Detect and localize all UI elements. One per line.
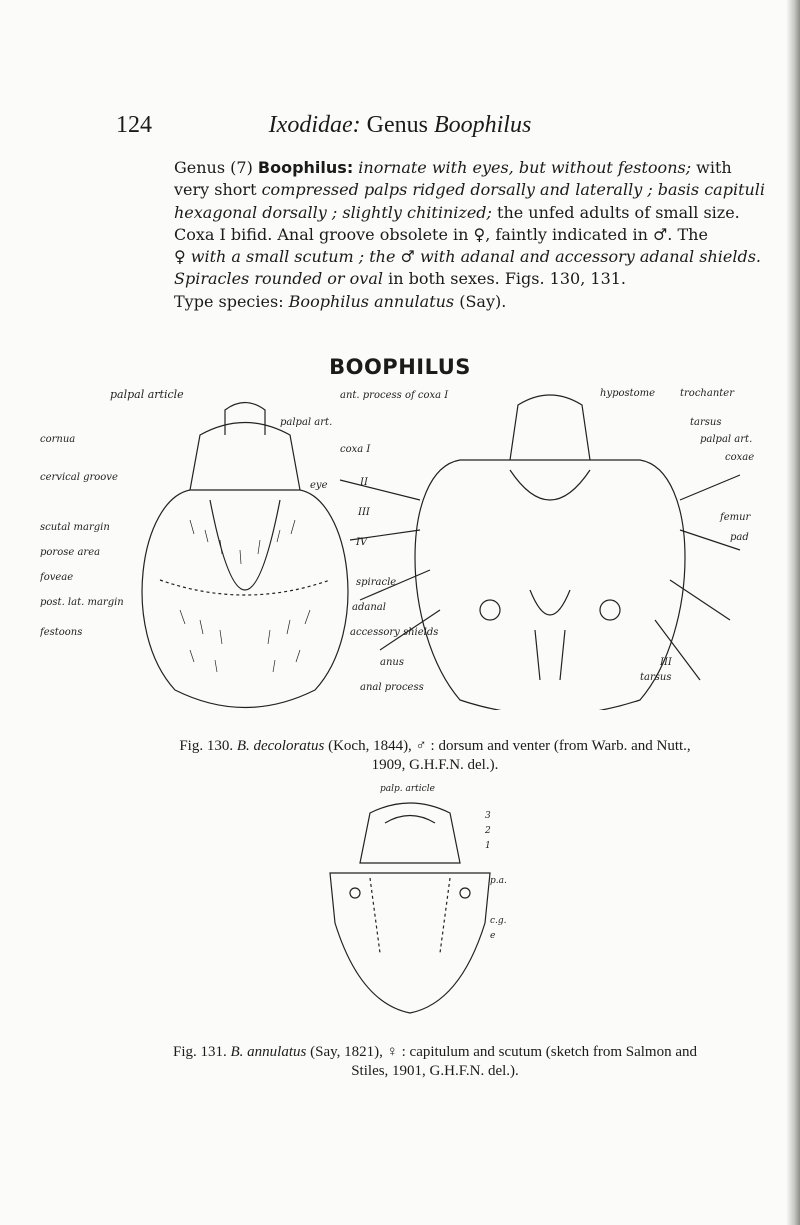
fig130-label: pad <box>730 532 749 543</box>
figure-130-caption: Fig. 130. B. decoloratus (Koch, 1844), ♂ : dorsum and venter (from Warb. and Nutt., 1909, G.H.F.N. del.). <box>179 738 691 773</box>
fig130-label: scutal margin <box>40 522 110 533</box>
figure-130-labels-mid <box>280 390 449 693</box>
page-number: 124 <box>116 112 152 138</box>
fig130-label: trochanter <box>680 388 734 399</box>
fig130-label: anus <box>380 657 404 668</box>
fig131-label: 3 <box>485 811 491 821</box>
fig131-label: 1 <box>485 841 491 851</box>
desc-line-3: hexagonal dorsally ; slightly chitinized; the unfed adults of small size. <box>174 202 740 222</box>
dorsum-drawing <box>142 403 348 708</box>
capitulum-scutum-drawing <box>330 803 490 1013</box>
fig130-label: coxae <box>725 452 755 463</box>
fig130-label: porose area <box>40 547 101 558</box>
header-family: Ixodidae: <box>268 112 361 138</box>
fig130-label: anal process <box>360 682 424 693</box>
figure-131-caption: Fig. 131. B. annulatus (Say, 1821), ♀ : capitulum and scutum (sketch from Salmon and Stiles, 1901, G.H.F.N. del.). <box>173 1044 697 1079</box>
fig130-label: adanal <box>352 602 386 613</box>
fig131-label: p.a. <box>490 876 507 886</box>
figure-130-labels-right <box>600 388 754 683</box>
fig130-label: palpal article <box>110 388 184 401</box>
desc-line-2: very short compressed palps ridged dorsally and laterally ; basis capituli <box>174 180 766 200</box>
fig130-label: ant. process of coxa I <box>340 390 449 401</box>
fig131-label: e <box>490 931 496 941</box>
desc-line-7: Type species: Boophilus annulatus (Say). <box>174 291 507 311</box>
fig130-label: palpal art. <box>280 417 333 428</box>
fig130-label: accessory shields <box>350 627 439 638</box>
fig130-label: II <box>360 477 368 488</box>
figure-130-illustration <box>40 380 760 710</box>
running-header <box>0 112 800 139</box>
fig130-label: hypostome <box>600 388 656 399</box>
fig130-label: festoons <box>40 627 83 638</box>
header-genus-name: Boophilus <box>433 112 532 138</box>
fig131-label: palp. article <box>380 784 435 794</box>
fig131-label: 2 <box>485 826 491 836</box>
fig130-label: coxa I <box>340 444 371 455</box>
header-genus-word: Genus <box>366 112 428 138</box>
fig130-label: eye <box>310 480 328 491</box>
section-title: BOOPHILUS <box>329 355 471 379</box>
desc-line-6: Spiracles rounded or oval in both sexes. Figs. 130, 131. <box>174 269 627 289</box>
desc-line-1: Genus (7) Boophilus: inornate with eyes, but without festoons; with <box>174 158 732 177</box>
fig130-label: spiracle <box>356 577 397 588</box>
fig130-label: tarsus <box>640 672 672 683</box>
fig130-label: III <box>660 657 672 668</box>
desc-line-5: ♀ with a small scutum ; the ♂ with adanal and accessory adanal shields. <box>174 247 761 267</box>
fig130-label: cervical groove <box>40 472 118 483</box>
fig130-label: foveae <box>40 572 74 583</box>
figure-131-illustration <box>310 783 510 1028</box>
fig131-label: c.g. <box>490 916 507 926</box>
fig130-label: IV <box>356 537 368 548</box>
fig130-label: tarsus <box>690 417 722 428</box>
fig130-label: femur <box>720 512 751 523</box>
fig130-label: palpal art. <box>700 434 753 445</box>
desc-line-4: Coxa I bifid. Anal groove obsolete in ♀, faintly indicated in ♂. The <box>174 224 708 244</box>
fig130-label: cornua <box>40 434 76 445</box>
genus-description <box>174 157 766 313</box>
fig130-label: post. lat. margin <box>40 597 124 608</box>
fig130-label: III <box>358 507 370 518</box>
page-edge-shadow <box>786 0 800 1225</box>
